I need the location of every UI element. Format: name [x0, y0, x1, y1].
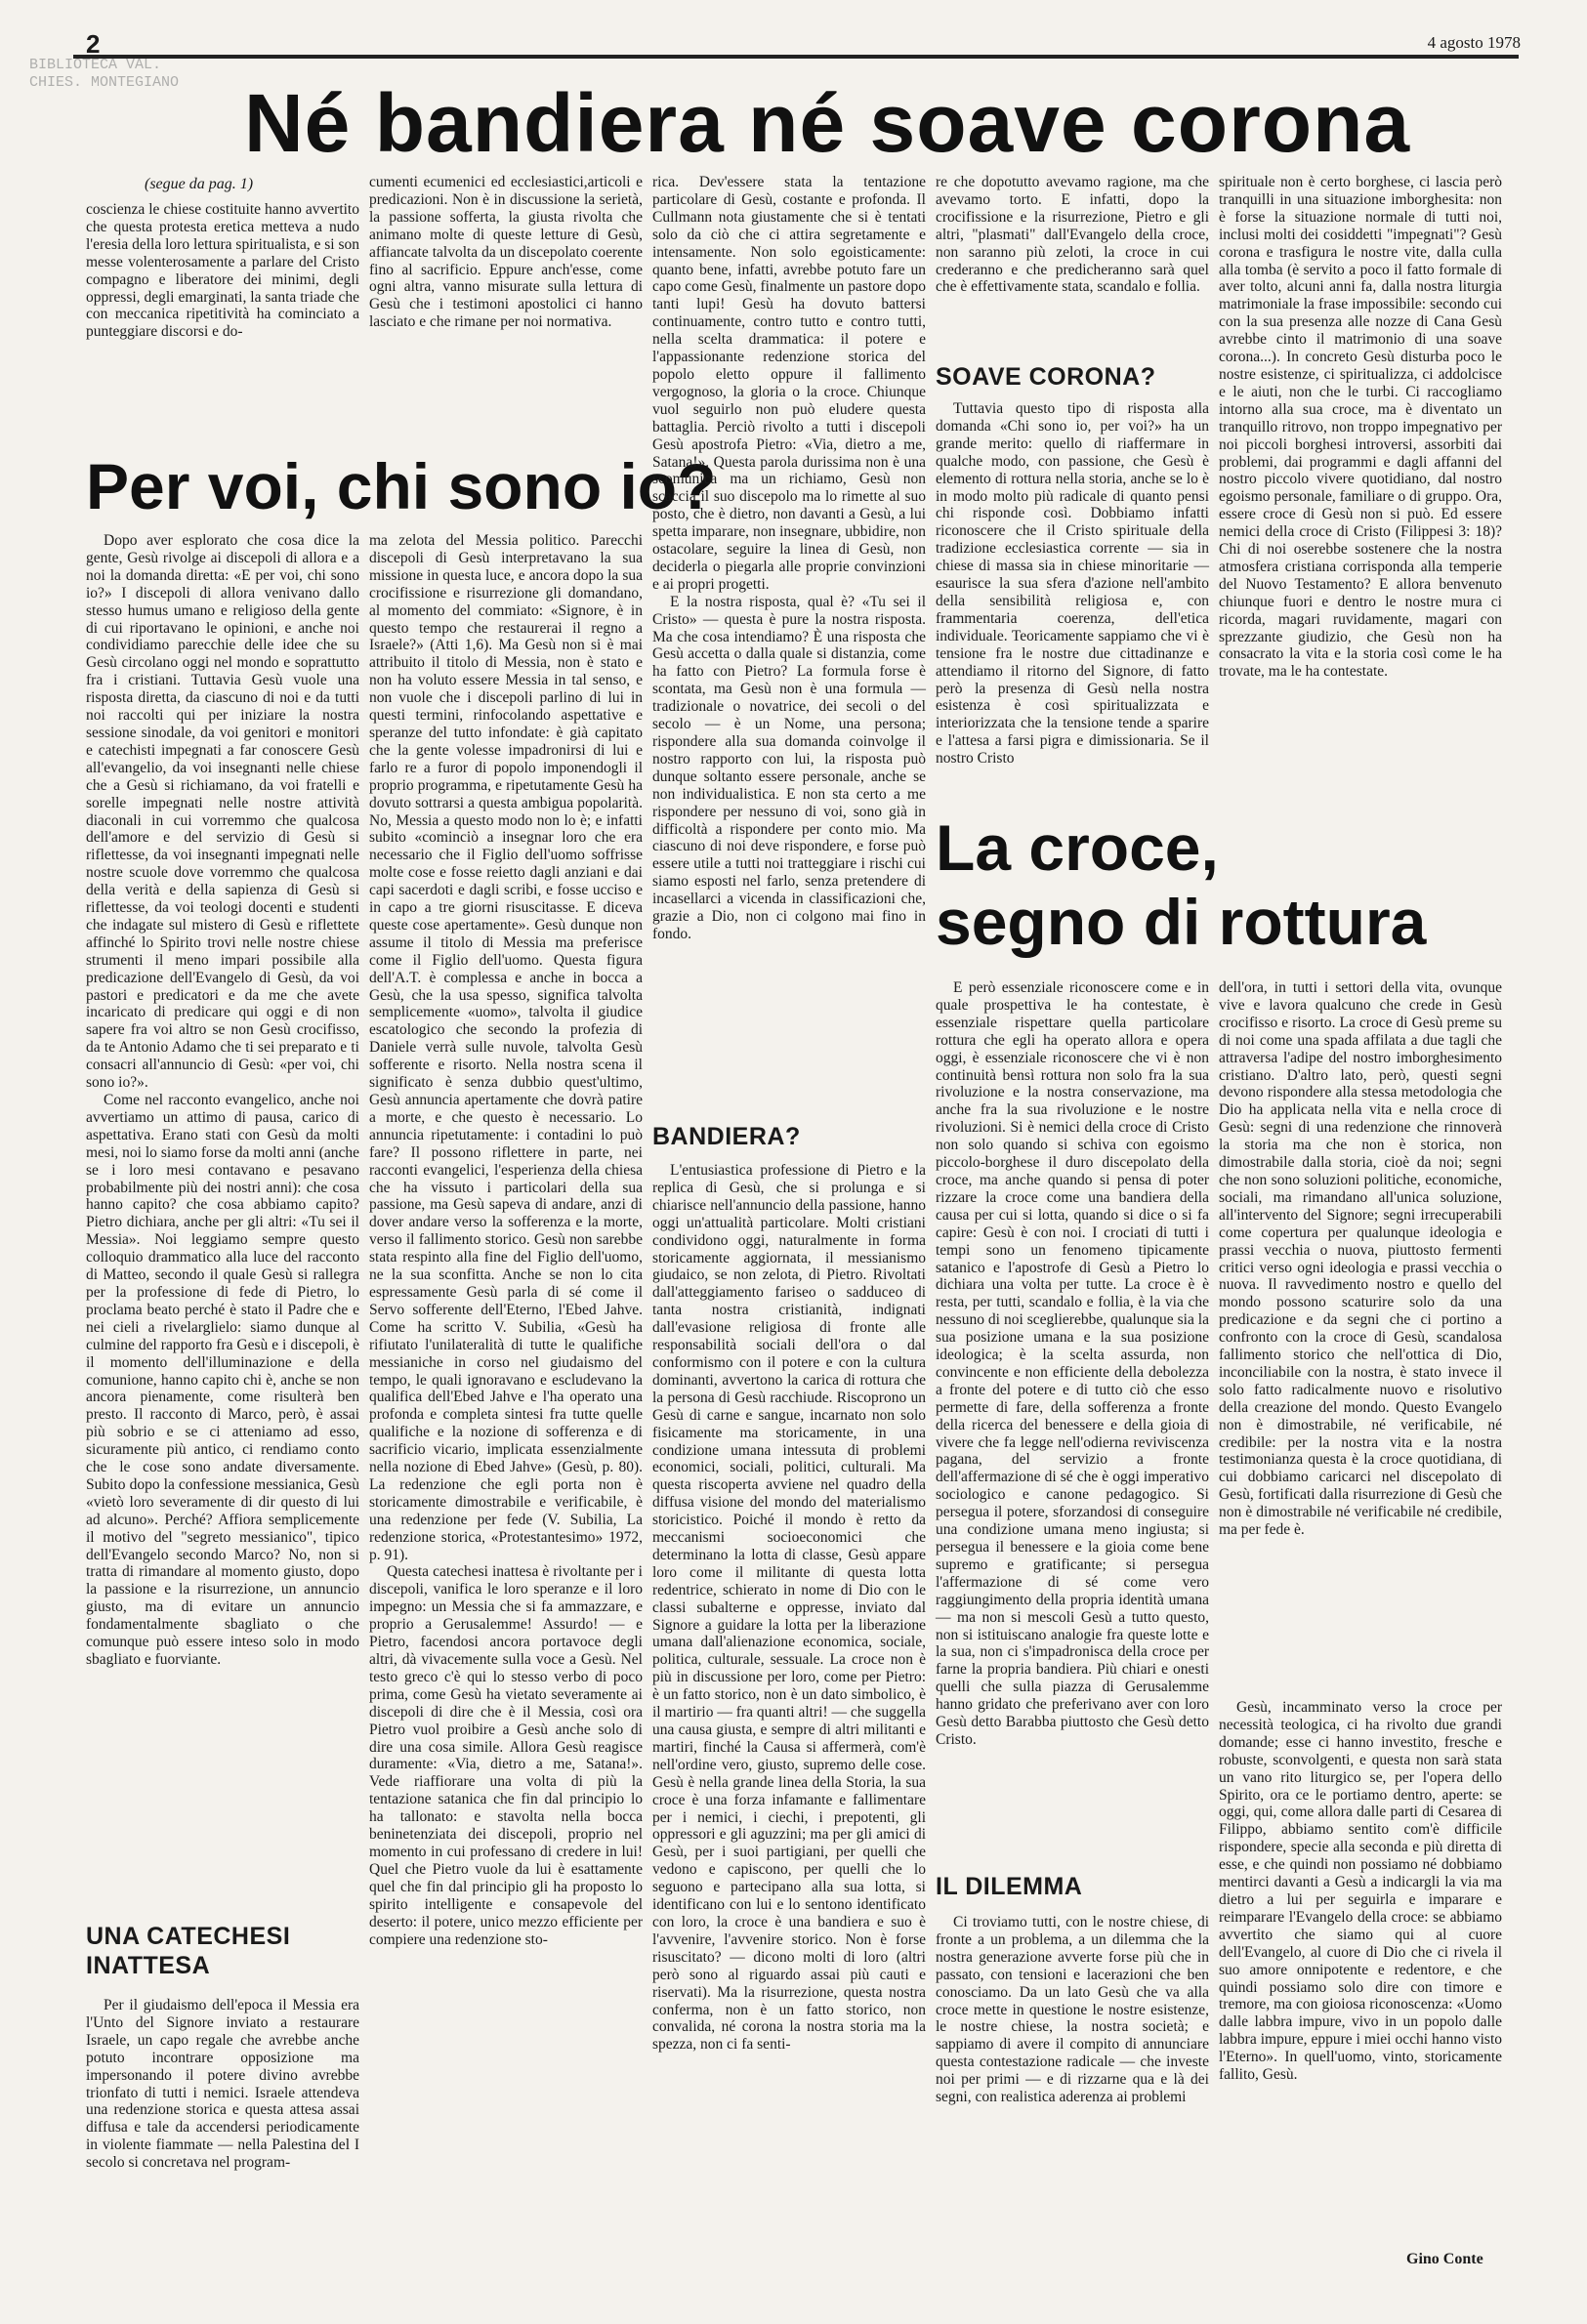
paragraph: cumenti ecumenici ed ecclesiastici,articoli e predicazioni. Non è in discussione la serietà, la passione sofferta, la giusta rivolta che animano molte di queste letture di Gesù, affiancate talvolta da un discepolato coerente fino al sacrificio. Eppure anch'esse, come ogni altra, vanno misurate sulla lettura di Gesù che i testimoni apostolici ci hanno lasciato e che rimane per noi normativa. — [369, 174, 643, 331]
article-intro-col1 — [86, 201, 359, 396]
main-headline: Né bandiera né soave corona — [244, 77, 1411, 169]
paragraph: rica. Dev'essere stata la tentazione particolare di Gesù, costante e profonda. Il Cullmann nota giustamente che si è tentati solo da ciò che ci attira segretamente e intensamente. Non solo egoisticamente: quanto bene, infatti, avrebbe potuto fare un capo come Gesù, finalmente un pastore dopo tanti lupi! Gesù ha dovuto battersi continuamente, contro tutto e contro tutti, nella scelta drammatica: il potere e l'appassionante redenzione storica del popolo eletto oppure il fallimento vergognoso, la gloria o la croce. Chiunque vuol seguirlo non può eludere questa battaglia. Perciò rivolto a tutti i discepoli Gesù apostrofa Pietro: «Via, dietro a me, Satana!». Questa parola durissima non è una scomunica ma un richiamo, Gesù non scaccia il suo discepolo ma lo rimette al suo posto, che è dietro, non davanti a Gesù, a lui spetta imparare, non insegnare, ubbidire, non ostacolare, seguire la linea di Gesù, non deciderla o piegarla alle proprie convinzioni e ai propri progetti. — [652, 174, 926, 593]
paragraph: Come nel racconto evangelico, anche noi avvertiamo un attimo di pausa, carico di aspettativa. Erano stati con Gesù da molti mesi, noi lo siamo forse da molti anni (anche se i loro mesi contavano e pesavano probabilmente più dei nostri anni): che cosa hanno capito? che cosa abbiamo capito? Pietro dichiara, anche per gli altri: «Tu sei il Messia». Noi leggiamo sempre questo colloquio drammatico alla luce del racconto di Matteo, secondo il quale Gesù si rallegra per la professione di fede di Pietro, lo proclama beato perché è stato il Padre che e nei cieli a rivelarglielo: siamo dunque al culmine del rapporto fra Gesù e i discepoli, è il momento dell'illuminazione e della comunione, hanno capito chi è, anche se non ancora pienamente, come risulterà ben presto. Il racconto di Marco, però, è assai più sobrio e se ci atteniamo ad esso, sicuramente più antico, ci rendiamo conto che le cose sono andate diversamente. Subito dopo la confessione messianica, Gesù «vietò loro severamente di dir questo di lui ad alcuno». Perché? Affiora semplicemente il motivo del "segreto messianico", tipico dell'Evangelo secondo Marco? No, non si tratta di rimandare al momento giusto, dopo la passione e la risurrezione, un annuncio giusto, ma di evitare un annuncio fondamentalmente sbagliato o che comunque può essere inteso solo in modo sbagliato e fuorviante. — [86, 1092, 359, 1668]
article-col1 — [86, 532, 359, 1668]
article-col4-end — [936, 1914, 1209, 2280]
header-rule — [73, 55, 1519, 59]
subhead-dilemma: IL DILEMMA — [936, 1873, 1083, 1900]
issue-date: 4 agosto 1978 — [1427, 33, 1521, 52]
article-col3-end — [652, 1162, 926, 2280]
paragraph: coscienza le chiese costituite hanno avvertito che questa protesta eretica metteva a nudo l'eresia della loro lettura spiritualista, e si son messe volenterosamente a parlare del Cristo compagno e liberatore dei minimi, degli oppressi, degli emarginati, la santa triade che con meccanica ripetitività ha cominciato a punteggiare discorsi e do- — [86, 201, 359, 341]
paragraph: dell'ora, in tutti i settori della vita, ovunque vive e lavora qualcuno che crede in Gesù crocifisso e risorto. La croce di Gesù preme su di noi come una spada affilata a due tagli che attraversa l'adipe del nostro imborghesimento cristiano. D'altro lato, però, questi segni devono rispondere alla stessa metodologia che Dio ha applicata nella vita e nella croce di Gesù: segni di una redenzione che rinnoverà la storia ma che non è storica, non dimostrabile dalla storia, cioè da noi; segni che non sono soluzioni politiche, economiche, sociali, ma rimandano all'unica soluzione, all'intervento del Signore; segni irrecuperabili come copertura per qualunque ideologia e prassi vecchia o nuova, piuttosto fermenti critici verso ogni ideologia e prassi vecchia o nuova. Il ravvedimento nostro e quello del mondo possono scaturire solo da una predicazione e da segni che ci portino a confronto con la croce di Gesù, scandalosa fallimento storico che nell'ottica di Dio, inconciliabile con la nostra, è stato invece il solo fatto radicalmente nuovo e risolutivo della creazione del mondo. Questo Evangelo non è dimostrabile, né verificabile, né credibile: per la nostra vita e la nostra testimonianza questa è la croce quotidiana, di cui dobbiamo caricarci nel discepolato di Gesù, fortificati dalla risurrezione di Gesù che non è dimostrabile né verificabile né credibile, ma per fede è. — [1219, 979, 1502, 1539]
subhead-soave-corona: SOAVE CORONA? — [936, 363, 1156, 391]
paragraph: Gesù, incamminato verso la croce per necessità teologica, ci ha rivolto due grandi domande; esse ci hanno investito, fresche e robuste, sconvolgenti, e questa non sarà stata un vano rito liturgico se, per l'opera dello Spirito, ora ce le portiamo dentro, aperte: se oggi, qui, come allora dalle parti di Cesarea di Filippo, abbiamo sentito com'è difficile rispondere, specie alla seconda e più diretta di esse, e che quindi non possiamo né dobbiamo mentirci davanti a Gesù a indicargli la via ma dietro a lui per seguirla e imparare e reimparare l'Evangelo della croce: se abbiamo avvertito che siamo qui al cuore dell'Evangelo, al cuore di Dio che ci rivela il suo amore onnipotente e redentore, e che quindi possiamo solo dire con timore e tremore, ma con gioiosa riconoscenza: «Uomo dalle labbra impure, vivo in un popolo dalle labbra impure, eppure i miei occhi hanno visto l'Eterno». In quell'uomo, vinto, storicamente fallito, Gesù. — [1219, 1699, 1502, 2084]
paragraph: Questa catechesi inattesa è rivoltante per i discepoli, vanifica le loro speranze e il loro impegno: un Messia che si fa ammazzare, e proprio a Gerusalemme! Assurdo! — e Pietro, facendosi ancora portavoce degli altri, dà vivacemente sulla voce a Gesù. Nel testo greco c'è qui lo stesso verbo di poco prima, come Gesù ha vietato severamente ai discepoli di dire che è il Messia, così ora Pietro vuol proibire a Gesù anche solo di dire una cosa simile. Allora Gesù reagisce duramente: «Via, dietro a me, Satana!». Vede riaffiorare una volta di più la tentazione satanica che fin dal principio lo ha tallonato: e stavolta nella bocca beninetenziata dei discepoli, proprio nel momento in cui professano di credere in lui! Quel che Pietro vuole da lui è esattamente quel che fin dal principio gli ha proposto lo spirito intelligente e consapevole del deserto: il potere, unico mezzo efficiente per compiere una redenzione sto- — [369, 1563, 643, 1948]
subhead-catechesi: UNA CATECHESI INATTESA — [86, 1923, 291, 1979]
article-col4-mid — [936, 400, 1209, 786]
author-signature: Gino Conte — [1406, 2251, 1483, 2267]
paragraph: spirituale non è certo borghese, ci lascia però tranquilli in una situazione imborghesita: non è forse la situazione normale di tutti noi, inclusi molti dei cosiddetti "impegnati"? Gesù corona e trasfigura le nostre vite, dalla culla alla tomba (è servito a poco il fatto formale di aver tolto, alcuni anni fa, dalla nostra liturgia matrimoniale la frase impossibile: secondo cui con la sua presenza alle nozze di Cana Gesù avrebbe cinto il matrimonio di una soave corona...). In concreto Gesù disturba poco le nostre esistenze, ci spiritualizza, ci addolcisce e le aiuti, non che le turbi. Ci raccogliamo intorno alla sua croce, ma è diventato un tranquillo ritrovo, non troppo impegnativo per noi piccoli borghesi introversi, assorbiti dai problemi, dai programmi e dagli affanni del nostro piccolo vivere quotidiano, dal nostro egoismo personale, familiare o di gruppo. Ora, essere croce di Gesù non si può. Ed essere nemici della croce di Cristo (Filippesi 3: 18)? Chi di noi oserebbe sostenere che la nostra atmosfera cristiana corrisponda alla temperie del Nuovo Testamento? E allora benvenuto chiunque fuori e dentro le nostre mura ci ricorda, magari ruvidamente, magari con sprezzante giudizio, che Gesù non ha consacrato la vita e la storia così come le ha trovate, ma le ha contestate. — [1219, 174, 1502, 681]
paragraph: E però essenziale riconoscere come e in quale prospettiva le ha contestate, è essenziale rispettare quella particolare rottura che egli ha operato allora e opera oggi, è essenziale riconoscere che vi è non continuità bensì rottura non solo fra la sua rivoluzione e la nostra conservazione, ma anche fra la sua rivoluzione e le nostre rivoluzioni. Si è nemici della croce di Cristo non solo quando si schiva con egoismo piccolo-borghese il duro discepolato della croce, ma anche quando si pensa di poter rizzare la croce come una bandiera della causa per cui si lotta, quando si dice o si fa capire: Gesù è con noi. I crociati di tutti i tempi sono un fenomeno tipicamente satanico e l'apostrofe di Gesù a Pietro lo dichiara una volta per tutte. La croce è è resta, per tutti, scandalo e follia, è la via che nessuno di noi sceglierebbe, qualunque sia la sua posizione umana e la sua posizione ideologica; è la scelta assurda, non convincente e non efficiente della debolezza a fronte del potere e di tutto ciò che esso permette di fare, della sofferenza a fronte della ricerca del benessere e della gioia di vivere che fa legge nell'odierna reviviscenza pagana, del servizio a fronte dell'affermazione di sé che è oggi imperativo sociologico e canone pedagogico. Si persegua il potere, sforzandosi di conseguire una condizione umana meno ingiusta; si persegua il benessere e la gioia come bene supremo e gratificante; si persegua l'affermazione di sé come vero raggiungimento della propria identità umana — ma non si mescoli Gesù a tutto questo, non si istituiscano analogie fra queste lotte e la sua, non ci s'impadronisca della croce per farne la propria bandiera. Più chiari e onesti quelli che sulla piazza di Gerusalemme hanno gridato che preferivano aver con loro Gesù detto Barabba piuttosto che Gesù detto Cristo. — [936, 979, 1209, 1748]
article-col5 — [1219, 174, 1502, 769]
paragraph: Tuttavia questo tipo di risposta alla domanda «Chi sono io, per voi?» ha un grande merito: quello di riaffermare in qualche modo, con passione, che Gesù è elemento di rottura nella storia, anche se lo è in modo molto più radicale di quanto pensi chi risponde così. Dobbiamo infatti riconoscere che il Cristo spirituale della tradizione ecclesiastica corrente — sia in chiese di massa sia in chiese minoritarie — esaurisce la sua sfera d'azione nell'ambito della sensibilità religiosa e, con frammentaria coerenza, dell'etica individuale. Teoricamente sappiamo che vi è tensione fra le nostre due cittadinanze e attendiamo il ritorno del Signore, di fatto però la presenza di Gesù nella nostra esistenza è così spiritualizzata e interiorizzata che la tensione tende a sparire e l'attesa a farsi pigra e dimissionaria. Se il nostro Cristo — [936, 400, 1209, 768]
section-headline-croce: La croce, segno di rottura — [936, 811, 1427, 958]
paragraph: ma zelota del Messia politico. Parecchi discepoli di Gesù interpretavano la sua missione in questa luce, e ancora dopo la sua crocifissione e risurrezione gli domandano, al momento del commiato: «Signore, è in questo tempo che restaurerai il regno a Israele?» (Atti 1,6). Ma Gesù non si è mai attribuito il titolo di Messia, non è stato e non ha voluto essere Messia in tal senso, e non vuole che i discepoli parlino di lui in questi termini, rinfocolando aspettative e speranze del tutto infondate: è già capitato che la gente volesse impadronirsi di lui e farlo re a furor di popolo imponendogli il proprio programma, e ripetutamente Gesù ha dovuto sottrarsi a questa ambigua popolarità. No, Messia a questo modo non lo è; e infatti subito «cominciò a insegnar loro che era necessario che il Figlio dell'uomo soffrisse molte cose e fosse reietto dagli anziani e dai capi sacerdoti e dagli scribi, e fosse ucciso e in capo a tre giorni risuscitasse. E diceva queste cose apertamente». Gesù dunque non assume il titolo di Messia ma preferisce come il Figlio dell'uomo. Questa figura dell'A.T. è complessa e anche in bocca a Gesù, che la usa spesso, significa talvolta semplicemente «uomo», talvolta il giudice escatologico che secondo la profezia di Daniele verrà sulle nuvole, talvolta Gesù sofferente e risorto. Nella nostra scena il significato è senza dubbio quest'ultimo, Gesù annuncia apertamente che dovrà patire a morte, e che questo è necessario. Lo annuncia ripetutamente: i contadini lo può fare? Il possono riflettere in parte, nei racconti evangelici, l'esperienza della chiesa che ha vissuto i particolari della sua passione, ma Gesù sapeva di andare, anzi di dover andare verso la sofferenza e la morte, verso il fallimento storico. Gesù non sarebbe stata respinto alla fine del Figlio dell'uomo, ne la sua sconfitta. Anche se non lo cita espressamente Gesù parla di sé come il Servo sofferente dell'Eterno, l'Ebed Jahve. Come ha scritto V. Subilia, «Gesù ha rifiutato l'unilateralità di tutte le qualifiche messianiche in corso nel giudaismo del tempo, le quali ignoravano e escludevano la qualifica dell'Ebed Jahve e l'ha operato una profonda e completa sintesi fra tutte quelle qualifiche e la nozione di sofferenza e di sacrificio vicario, implicata essenzialmente nella nozione di Ebed Jahve» (Gesù, p. 80). La redenzione che egli porta non è storicamente dimostrabile e verificabile, è una redenzione per fede (V. Subilia, La redenzione storica, «Protestantesimo» 1972, p. 91). — [369, 532, 643, 1563]
paragraph: Dopo aver esplorato che cosa dice la gente, Gesù rivolge ai discepoli di allora e a noi la domanda diretta: «E per voi, chi sono io?» I discepoli di allora venivano dallo stesso humus umano e religioso della gente di cui riportavano le opinioni, e anche noi condividiamo parecchie delle idee che su Gesù circolano oggi nel mondo e soprattutto fra i cristiani. Tuttavia Gesù vuole una risposta diretta, da ciascuno di noi e da tutti noi raccolti qui per iniziare la nostra sessione sinodale, da voi genitori e monitori e catechisti impegnati a far conoscere Gesù all'evangelio, da voi insegnanti nelle chiese che a Gesù si richiamano, da voi fratelli e sorelle impegnati nelle nostre attività diaconali in cui vorremmo che qualcosa dell'amore e del servizio di Gesù si riflettesse, da voi insegnanti impegnati nelle nostre scuole dove vorremmo che qualcosa della verità e della sapienza di Gesù si riflettesse, da voi teologi docenti e studenti che indagate sul mistero di Gesù e riflettete affinché lo Spirito trovi nelle nostre chiese strumenti il meno impari possibile alla predicazione dell'Evangelo di Gesù, da voi pastori e predicatori e da me che avete incaricato di predicare qui oggi e di non sapere fra voi altro se non Gesù crocifisso, da te Antonio Adamo che ti sei preparato e ti consacri all'annuncio di Gesù: «per voi, chi sono io?». — [86, 532, 359, 1092]
paragraph: Per il giudaismo dell'epoca il Messia era l'Unto del Signore inviato a restaurare Israele, un capo regale che avrebbe anche potuto incontrare opposizione ma impersonando il potere divino avrebbe trionfato di tutti i nemici. Israele attendeva una redenzione storica e questa attesa assai diffusa e tale da accendersi periodicamente in violente fiammate — nella Palestina del I secolo si concretava nel program- — [86, 1997, 359, 2172]
page-number: 2 — [86, 29, 101, 59]
article-col2 — [369, 532, 643, 2280]
continued-note: (segue da pag. 1) — [145, 176, 254, 192]
section-headline-chi-sono-io: Per voi, chi sono io? — [86, 450, 717, 522]
article-col5-croce — [1219, 979, 1502, 1692]
library-stamp: BIBLIOTECA VAL. CHIES. MONTEGIANO — [29, 57, 180, 91]
paragraph: L'entusiastica professione di Pietro e la replica di Gesù, che si prolunga e si chiarisce nell'annuncio della passione, hanno oggi un'attualità particolare. Molti cristiani condividono oggi, naturalmente in forma storicamente aggiornata, il messianismo giudaico, se non zelota, di Pietro. Rivoltati dall'atteggiamento fariseo o sadduceo di tanta nostra cristianità, indignati dall'evasione religiosa di fronte alle responsabilità sociali dell'ora o dal conformismo con il potere e con la cultura dominanti, avvertono la carica di rottura che la persona di Gesù racchiude. Riscoprono un Gesù di carne e sangue, incarnato non solo fisicamente ma storicamente, in una condizione umana intessuta di problemi economici, sociali, politici, culturali. Ma questa riscoperta avviene nel quadro della diffusa visione del mondo del materialismo storicistico. Poiché il mondo è retto da meccanismi socioeconomici che determinano la lotta di classe, Gesù appare loro come il militante di questa lotta redentrice, schierato in nome di Dio con le classi subalterne e oppresse, inviato dal Signore a guidare la lotta per la liberazione umana dall'alienazione economica, sociale, politica, culturale, sessuale. La croce non è più in discussione per loro, come per Pietro: è un fatto storico, non è un dato simbolico, è il martirio — fra quanti altri! — che suggella una causa giusta, e sempre di altri militanti e martiri, finché la Causa si affermerà, com'è nell'ordine vero, giusto, supremo delle cose. Gesù è nella grande linea della Storia, la sua croce è una forza infamante e fallimentare per i nemici, i ciechi, i prepotenti, gli oppressori e gli aguzzini; ma per gli amici di Gesù, per i suoi partigiani, per quelli che vedono e capiscono, per quelli che lo seguono e partecipano alla sua lotta, si identificano con lui e lo sentono identificato con loro, la croce è una bandiera e suo è l'avvenire, l'avvenire storico. Non è forse risuscitato? — dicono molti di loro (altri però sono al riguardo assai più cauti e riservati). Ma la risurrezione, questa nostra conferma, non è un fatto storico, non convalida, né corona la nostra storia ma la spezza, non ci fa senti- — [652, 1162, 926, 2054]
article-col1-end — [86, 1997, 359, 2280]
paragraph: E la nostra risposta, qual è? «Tu sei il Cristo» — questa è pure la nostra risposta. Ma che cosa intendiamo? È una risposta che Gesù accetta o dalla quale si distanzia, come ha fatto con Pietro? La formula forse è scontata, ma Gesù non è una formula — tradizionale o novatrice, dei secoli o del secolo — è un Nome, una persona; rispondere alla sua domanda coinvolge il nostro rapporto con lui, la risposta può dunque soltanto essere personale, anche se non individualistica. E non sta certo a me rispondere per nessuno di voi, sono già in difficoltà a rispondere per conto mio. Ma ciascuno di noi deve rispondere, e forse può essere utile a tutti noi tratteggiare i rischi cui siamo esposti nel farlo, senza pretendere di incasellarci a vicenda in classificazioni che, grazie a Dio, non ci colgono mai fino in fondo. — [652, 593, 926, 942]
article-col4-croce — [936, 979, 1209, 1805]
paragraph: re che dopotutto avevamo ragione, ma che avevamo torto. E infatti, dopo la crocifissione e la risurrezione, Pietro e gli altri, "plasmati" dall'Evangelo della croce, non saranno più zeloti, la croce in cui crederanno e che predicheranno sarà quel che è effettivamente stata, scandalo e follia. — [936, 174, 1209, 296]
article-col5-end — [1219, 1699, 1502, 2241]
article-intro-col2 — [369, 174, 643, 400]
subhead-bandiera: BANDIERA? — [652, 1123, 801, 1150]
paragraph: Ci troviamo tutti, con le nostre chiese, di fronte a un problema, a un dilemma che la nostra generazione avverte forse più che in passato, con tensioni e lacerazioni che ben conosciamo. Da un lato Gesù che va alla croce mette in questione le nostre esistenze, le nostre chiese, la nostra società; e sappiamo di avere il compito di annunciare questa contestazione radicale — che investe noi per primi — e di rizzarne qua e là dei segni, con realistica aderenza ai problemi — [936, 1914, 1209, 2106]
article-col3 — [652, 174, 926, 1111]
article-col4 — [936, 174, 1209, 354]
